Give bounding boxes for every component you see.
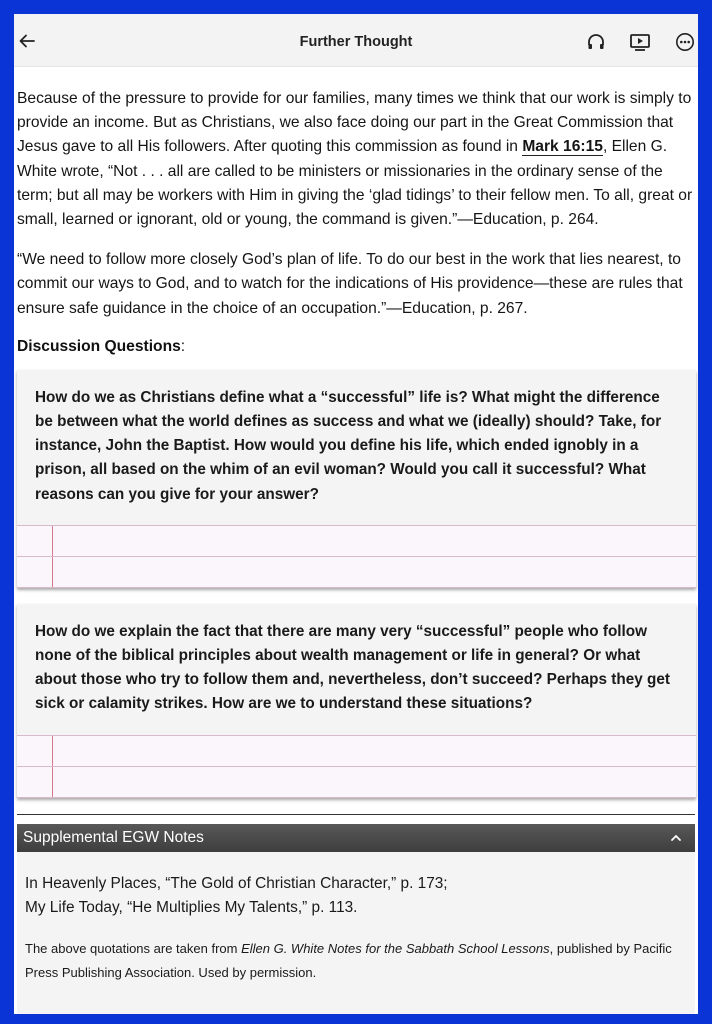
supplemental-notes-body <box>17 852 695 1014</box>
section-divider <box>17 814 695 815</box>
app-window <box>14 14 698 1014</box>
question-card-1 <box>17 370 696 588</box>
more-options-icon <box>675 32 695 52</box>
headphones-icon <box>586 32 606 52</box>
answer-input-line[interactable] <box>17 525 696 556</box>
paragraph-2: “We need to follow more closely God’s plan of life. To do our best in the work that lies nearest, to commit our ways to God, and to watch for the indications of His providence—these are rules that ensure safe guidance in the choice of an occupation.”—Education, p. 267. <box>17 251 683 317</box>
discussion-heading-label: Discussion Questions <box>17 337 181 355</box>
footnote-text-b: , published by Pacific Press Publishing Association. Used by permission. <box>25 940 672 980</box>
lesson-content <box>14 87 698 1014</box>
answer-input-line[interactable] <box>17 735 696 766</box>
audio-button[interactable] <box>584 30 608 54</box>
chevron-up-icon <box>669 828 683 848</box>
supplemental-footnote <box>25 937 687 985</box>
bible-reference-link[interactable]: Mark 16:15 <box>522 138 603 156</box>
discussion-heading-colon: : <box>180 337 186 355</box>
footnote-text-a: The above quotations are taken from <box>25 940 242 956</box>
question-text: How do we as Christians define what a “successful” life is? What might the difference be between what the world defines as success and what we (ideally) should? Take, for instance, John the Baptist. How would you define his life, which ended ignobly in a prison, all based on the whim of an evil woman? Would you call it successful? What reasons can you give for your answer? <box>35 388 662 503</box>
page-title: Further Thought <box>299 34 413 50</box>
paragraph-1-text-a: Because of the pressure to provide for our families, many times we think that our work is simply to provide an income. But as Christians, we also face doing our part in the Great Commission that Jesus gave to all His followers. After quoting this commission as found in <box>17 90 692 156</box>
answer-input-line[interactable] <box>17 766 696 798</box>
more-options-button[interactable] <box>673 30 697 54</box>
supplemental-note-line: In Heavenly Places, “The Gold of Christian Character,” p. 173; <box>25 874 448 892</box>
supplemental-notes-list <box>25 872 687 920</box>
supplemental-notes-header[interactable] <box>17 824 695 852</box>
supplemental-notes-title: Supplemental EGW Notes <box>23 828 204 846</box>
video-button[interactable] <box>628 30 652 54</box>
supplemental-note-line: My Life Today, “He Multiplies My Talents,” p. 113. <box>25 898 358 916</box>
answer-input-line[interactable] <box>17 556 696 588</box>
question-text: How do we explain the fact that there are many very “successful” people who follow none of the biblical principles about wealth management or life in general? Or what about those who try to follow them and, nevertheless, don’t succeed? Perhaps they get sick or calamity strikes. How are we to understand these situations? <box>35 622 670 713</box>
top-bar <box>14 14 698 67</box>
discussion-heading <box>17 338 695 356</box>
paragraph-1-text-b: , Ellen G. White wrote, “Not . . . all are called to be ministers or missionaries in the ordinary sense of the term; but all may be workers with Him in giving the ‘glad tidings’ to their fellow men. To all, great or small, learned or ignorant, old or young, the command is given.”—Education, p. 264. <box>17 138 693 229</box>
video-play-icon <box>629 32 651 52</box>
paragraph-1 <box>17 87 695 232</box>
footnote-book-title: Ellen G. White Notes for the Sabbath School Lessons <box>241 940 550 956</box>
question-card-2 <box>17 604 696 798</box>
